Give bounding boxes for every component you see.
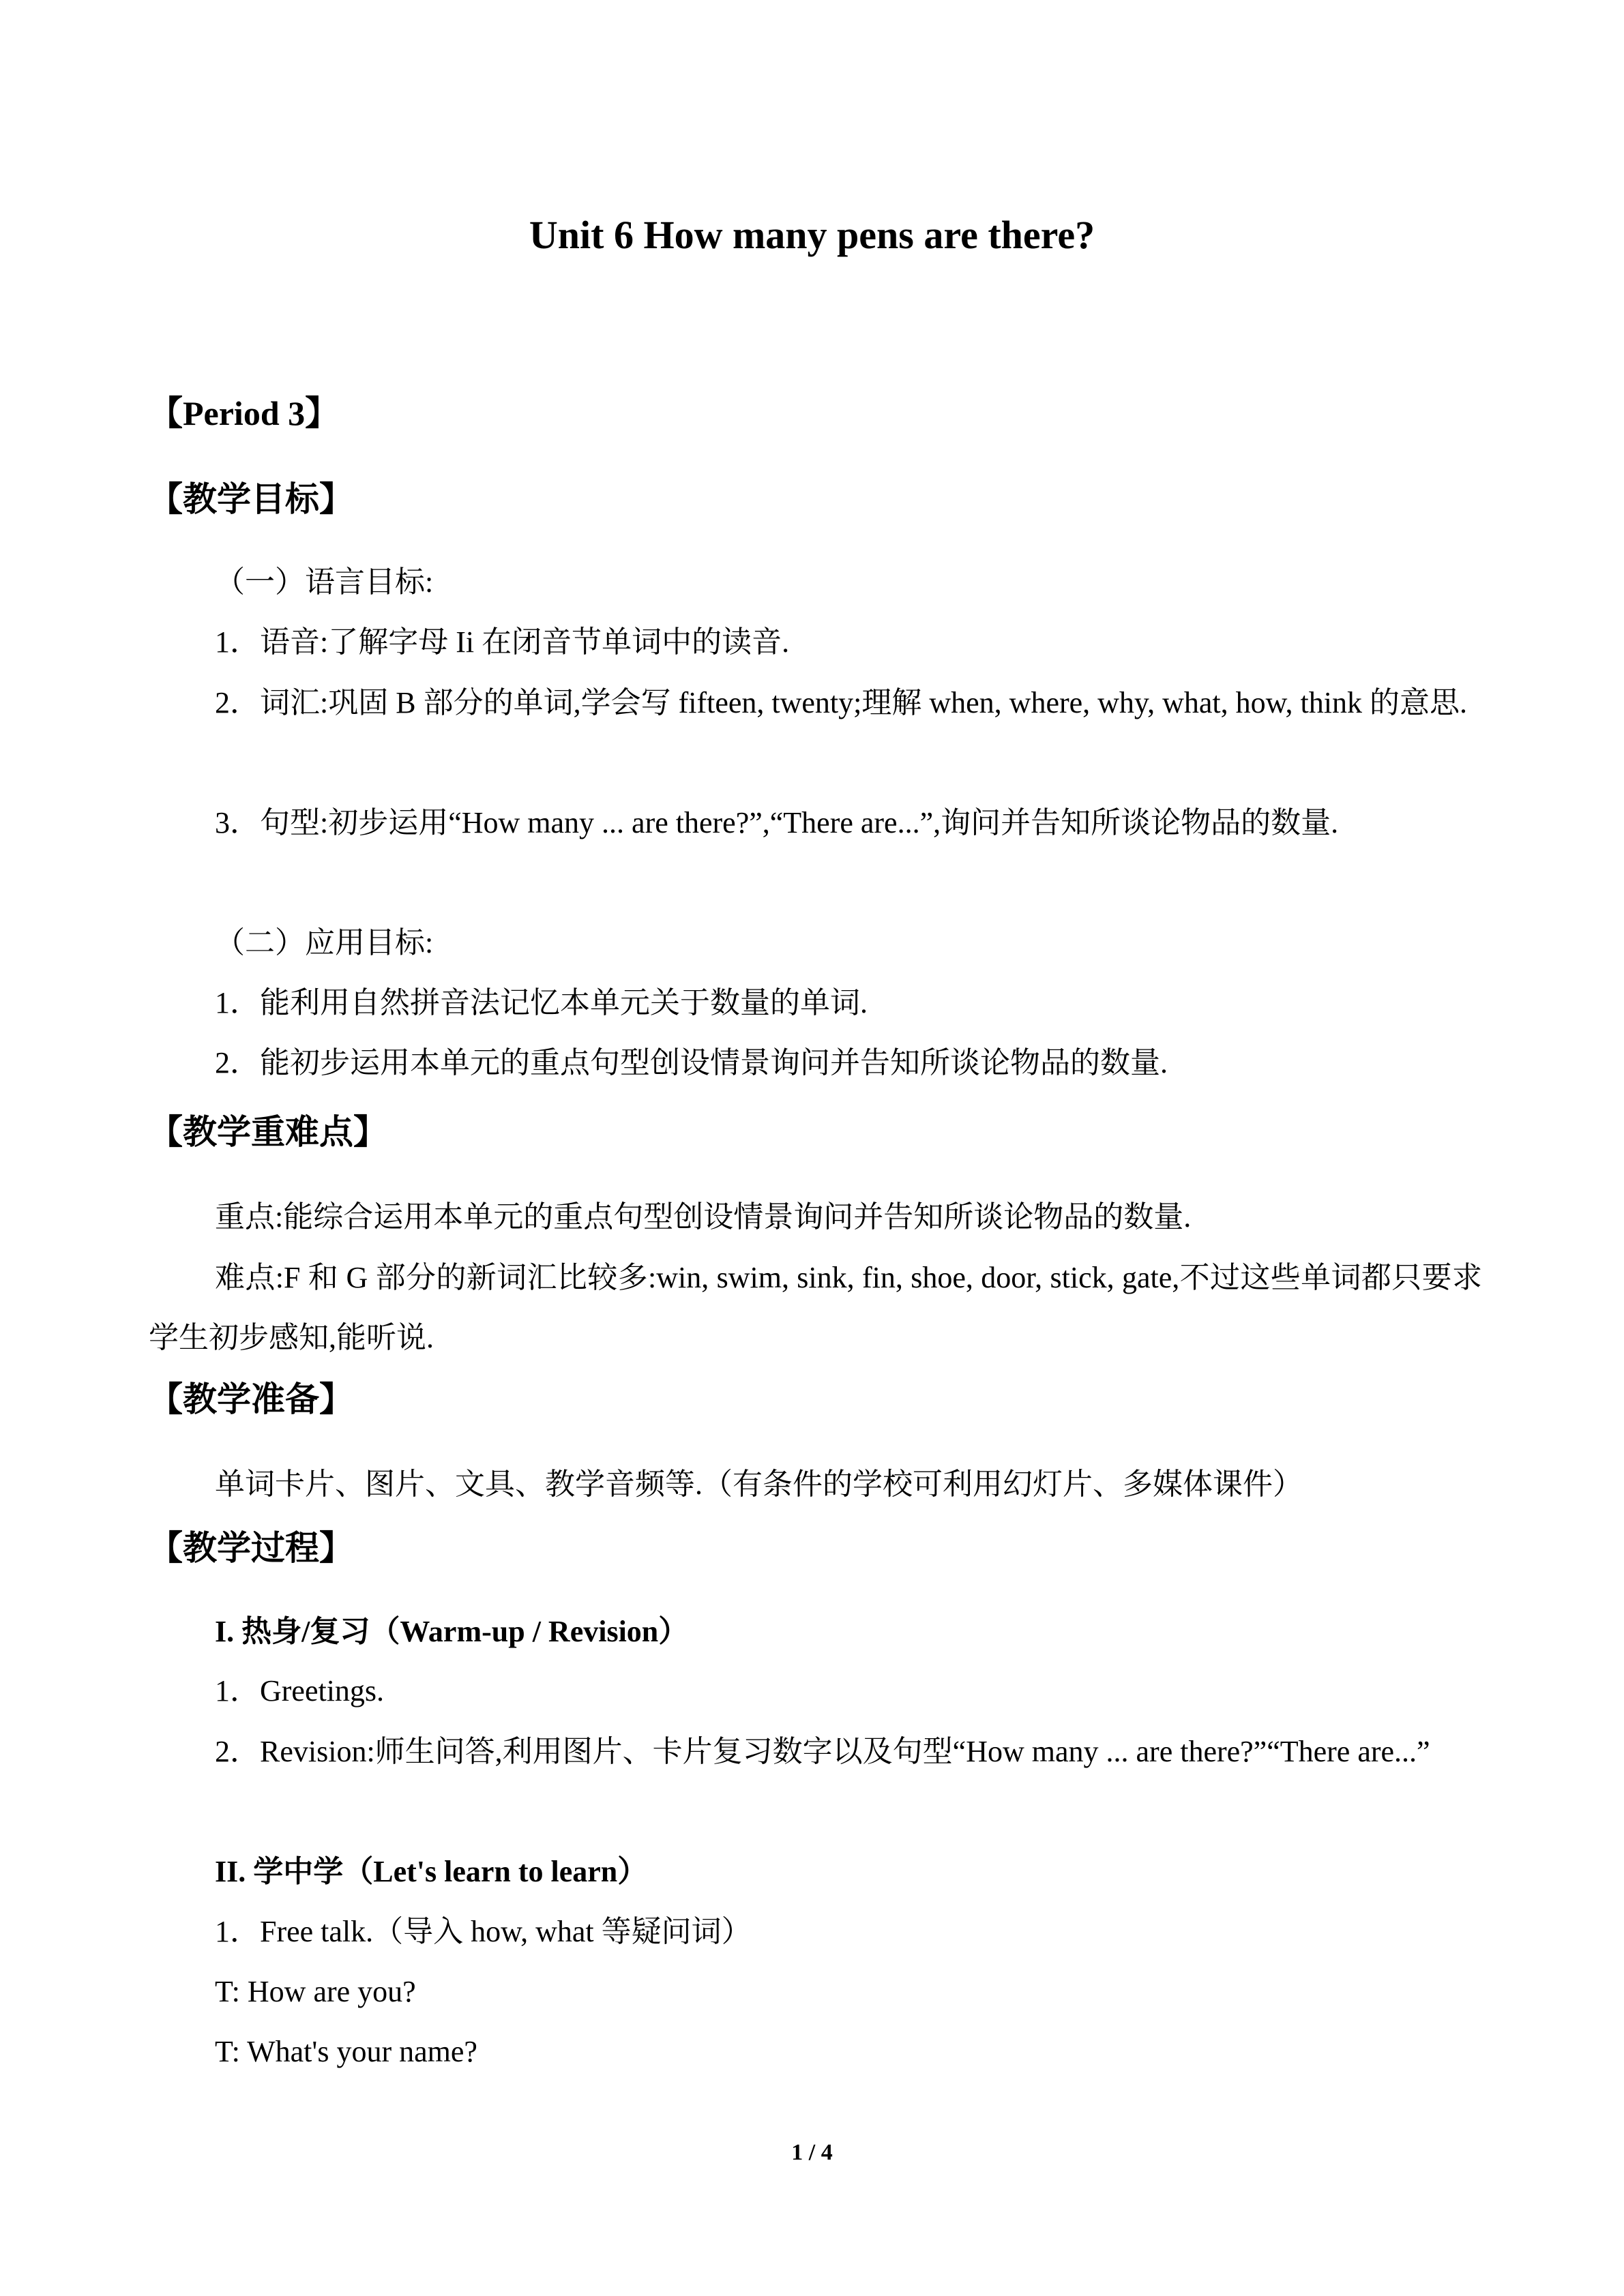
step2-item-2: T: How are you? (215, 1975, 416, 2008)
step2-item-3: T: What's your name? (215, 2035, 477, 2068)
language-item-1: 1．语音:了解字母 Ii 在闭音节单词中的读音. (215, 625, 790, 659)
objectives-heading: 【教学目标】 (149, 480, 353, 518)
application-item-2: 2．能初步运用本单元的重点句型创设情景询问并告知所谈论物品的数量. (215, 1046, 1168, 1079)
page-number: 1 / 4 (791, 2140, 833, 2165)
step1-item-2: 2．Revision:师生问答,利用图片、卡片复习数字以及句型“How many ... are there?”“There are...” (215, 1735, 1430, 1768)
language-item-2: 2．词汇:巩固 B 部分的单词,学会写 fifteen, twenty;理解 when, where, why, what, how, think 的意思. (215, 686, 1467, 719)
difficult-point-text: 难点:F 和 G 部分的新词汇比较多:win, swim, sink, fin, shoe, door, stick, gate,不过这些单词都只要求学生初步感知,能听说. (149, 1261, 1482, 1354)
process-heading: 【教学过程】 (149, 1529, 353, 1567)
step1-title: I. 热身/复习（Warm-up / Revision） (215, 1615, 689, 1648)
language-goal-label: （一）语言目标: (215, 565, 434, 599)
application-goal-label: （二）应用目标: (215, 926, 434, 959)
step2-item-1: 1．Free talk.（导入 how, what 等疑问词） (215, 1915, 752, 1948)
application-item-1: 1．能利用自然拼音法记忆本单元关于数量的单词. (215, 986, 868, 1019)
step1-item-1: 1．Greetings. (215, 1674, 385, 1708)
preparation-text: 单词卡片、图片、文具、教学音频等.（有条件的学校可利用幻灯片、多媒体课件） (215, 1467, 1303, 1501)
period-heading: 【Period 3】 (149, 394, 340, 432)
language-item-3: 3．句型:初步运用“How many ... are there?”,“There are...”,询问并告知所谈论物品的数量. (215, 806, 1339, 839)
page-title: Unit 6 How many pens are there? (529, 213, 1095, 257)
key-points-heading: 【教学重难点】 (149, 1113, 387, 1151)
key-point-text: 重点:能综合运用本单元的重点句型创设情景询问并告知所谈论物品的数量. (215, 1200, 1192, 1234)
preparation-heading: 【教学准备】 (149, 1380, 353, 1418)
step2-title: II. 学中学（Let's learn to learn） (215, 1855, 648, 1888)
